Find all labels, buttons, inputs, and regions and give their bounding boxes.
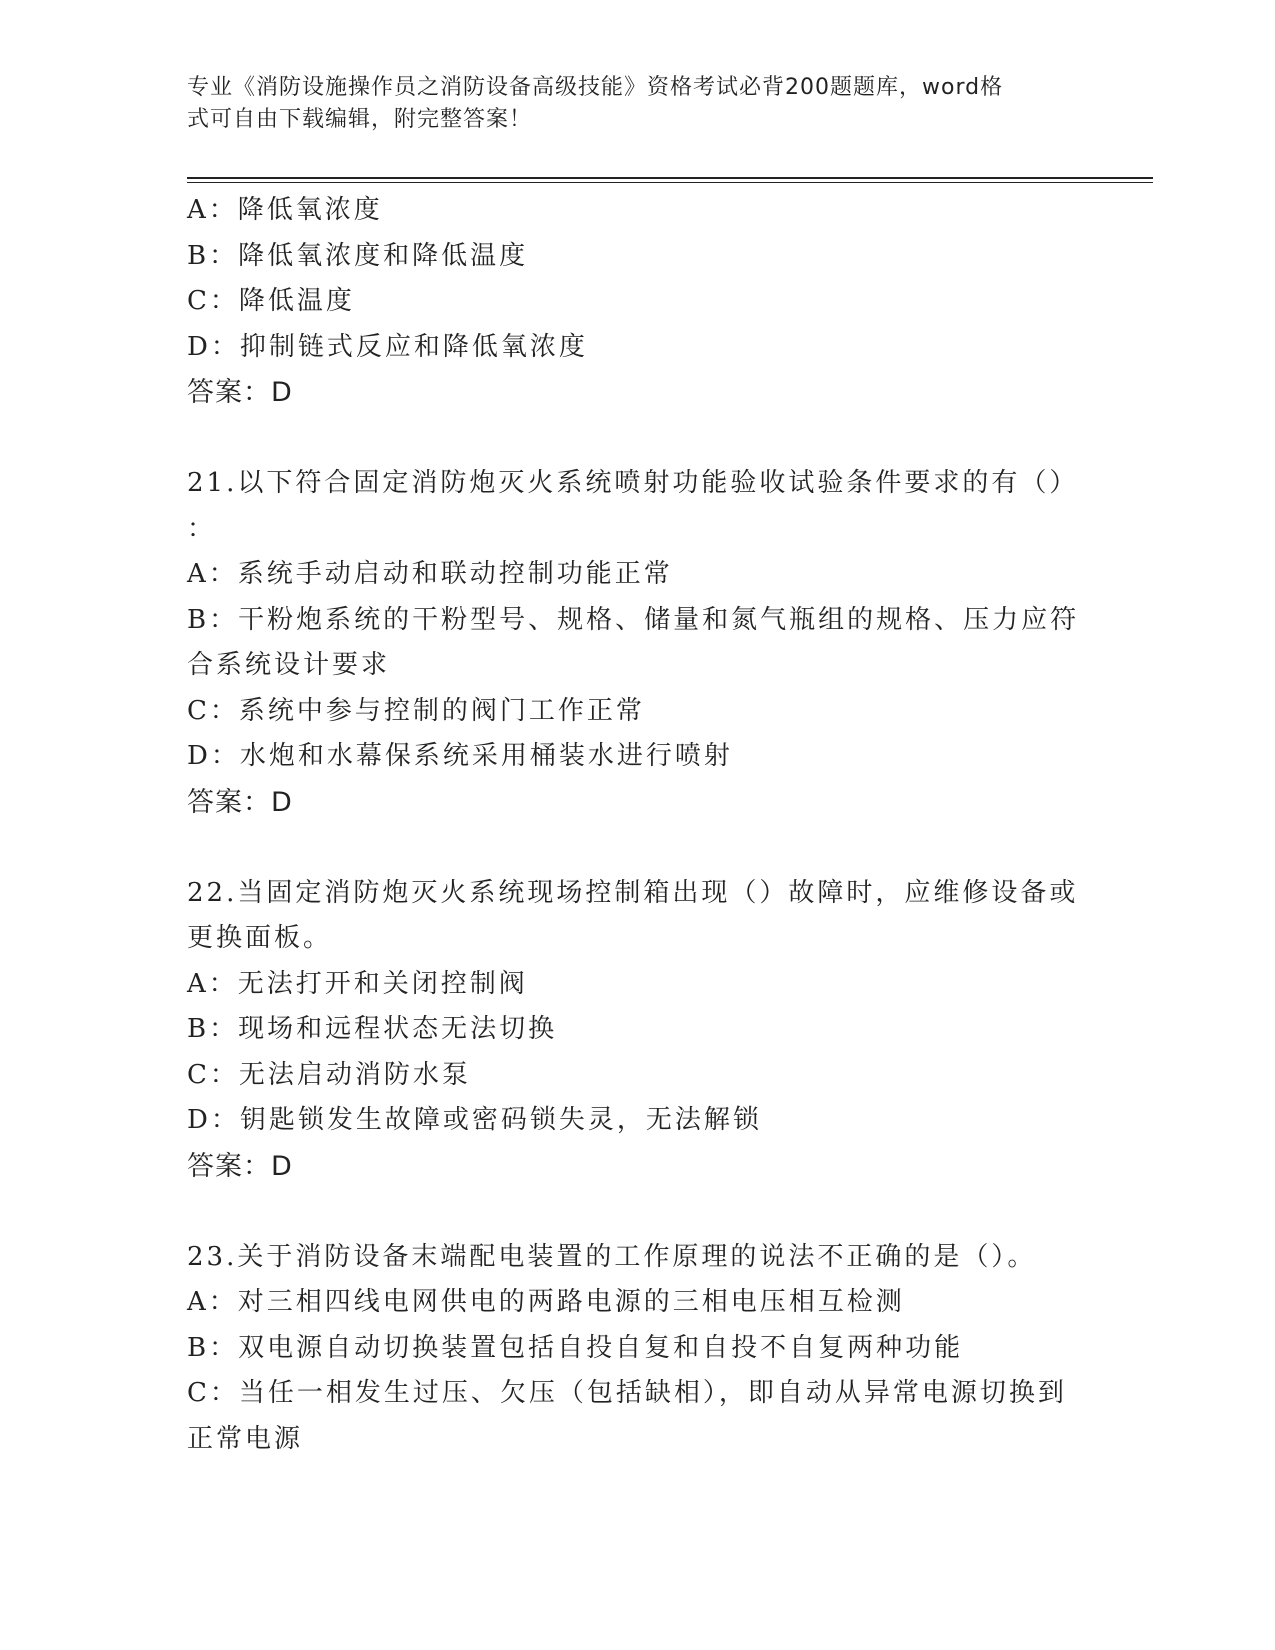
option-d: D：钥匙锁发生故障或密码锁失灵，无法解锁	[187, 1105, 762, 1135]
question-stem-continued: ：	[187, 513, 217, 544]
header-rule-thin	[187, 182, 1153, 183]
option-c-continued: 正常电源	[187, 1423, 304, 1454]
question-stem-continued: 更换面板。	[187, 923, 333, 953]
spacer	[187, 416, 1087, 462]
option-a: A：无法打开和关闭控制阀	[187, 968, 528, 999]
option-a: A：对三相四线电网供电的两路电源的三相电压相互检测	[187, 1287, 905, 1317]
header-line-1: 专业《消防设施操作员之消防设备高级技能》资格考试必背200题题库，word格	[187, 75, 1004, 100]
question-stem: 23.关于消防设备末端配电装置的工作原理的说法不正确的是（）。	[187, 1241, 1037, 1272]
question-22	[187, 871, 1087, 1190]
answer: 答案：D	[187, 786, 293, 818]
question-20	[187, 188, 1087, 416]
document-header	[187, 72, 1067, 136]
question-stem: 21.以下符合固定消防炮灭火系统喷射功能验收试验条件要求的有（）	[187, 468, 1079, 498]
option-c: C：系统中参与控制的阀门工作正常	[187, 695, 645, 726]
question-23	[187, 1235, 1087, 1463]
answer: 答案：D	[187, 377, 293, 408]
document-body	[187, 188, 1087, 1462]
spacer	[187, 1189, 1087, 1235]
header-line-2: 式可自由下载编辑，附完整答案！	[187, 107, 533, 132]
option-b: B：降低氧浓度和降低温度	[187, 240, 529, 271]
option-c: C：当任一相发生过压、欠压（包括缺相），即自动从异常电源切换到	[187, 1378, 1067, 1408]
option-b-continued: 合系统设计要求	[187, 650, 391, 680]
option-b: B：双电源自动切换装置包括自投自复和自投不自复两种功能	[187, 1332, 964, 1363]
question-21	[187, 461, 1087, 825]
spacer	[187, 825, 1087, 871]
option-c: C：无法启动消防水泵	[187, 1059, 471, 1090]
option-c: C：降低温度	[187, 286, 355, 316]
option-a: A：系统手动启动和联动控制功能正常	[187, 559, 673, 589]
option-d: D：水炮和水幕保系统采用桶装水进行喷射	[187, 741, 733, 771]
answer: 答案：D	[187, 1150, 293, 1182]
option-a: A：降低氧浓度	[187, 195, 383, 225]
option-b: B：现场和远程状态无法切换	[187, 1014, 558, 1044]
question-stem: 22.当固定消防炮灭火系统现场控制箱出现（）故障时，应维修设备或	[187, 877, 1079, 908]
header-rule-thick	[187, 177, 1153, 179]
option-b: B：干粉炮系统的干粉型号、规格、储量和氮气瓶组的规格、压力应符	[187, 604, 1080, 635]
option-d: D：抑制链式反应和降低氧浓度	[187, 331, 588, 362]
